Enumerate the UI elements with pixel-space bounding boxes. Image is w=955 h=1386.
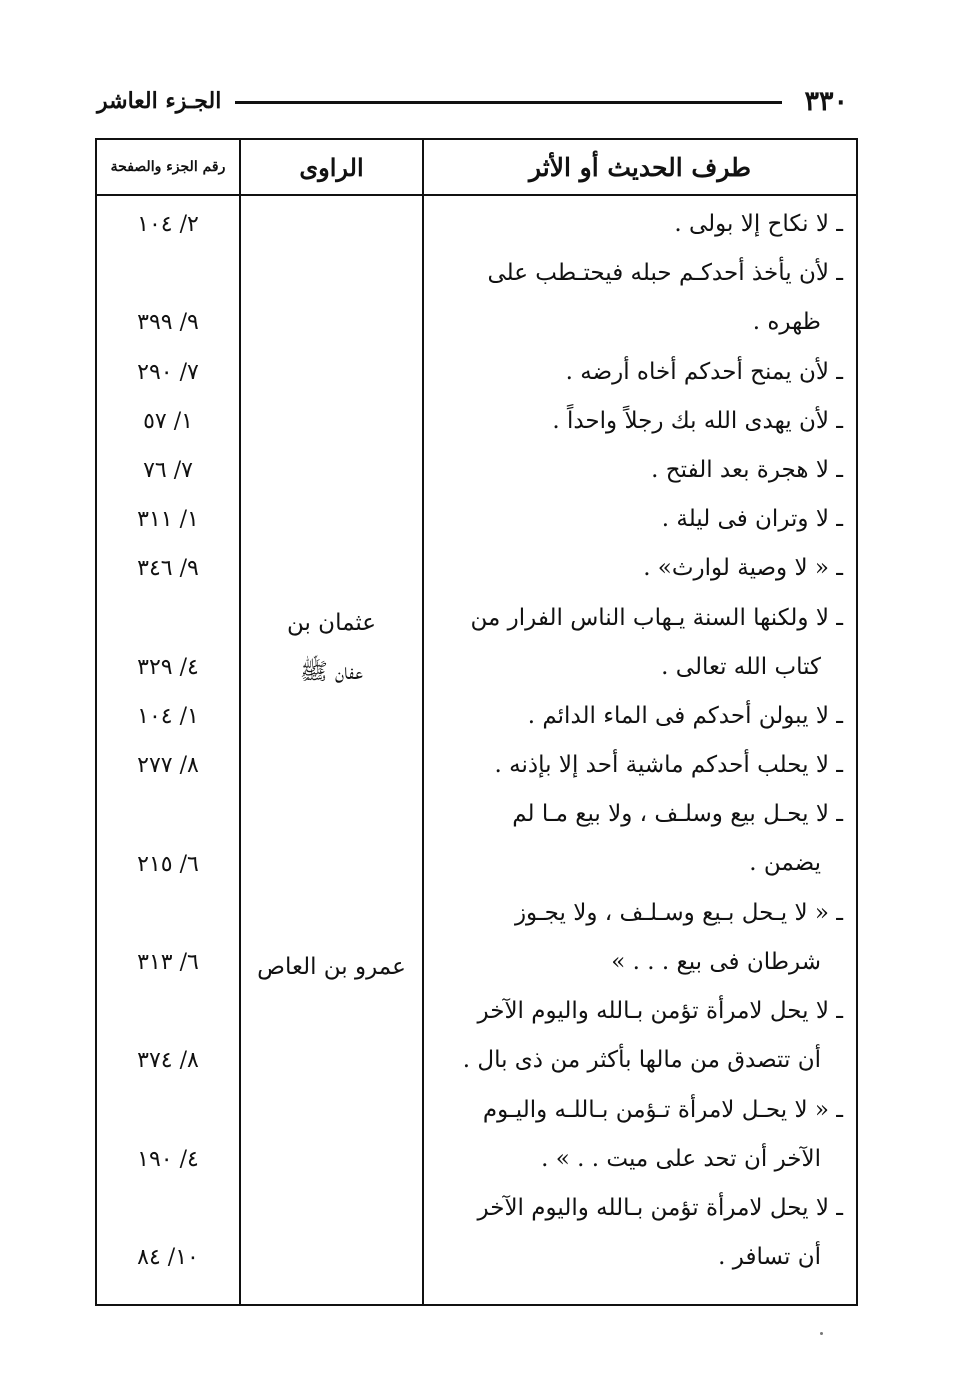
hadith-line: ـ « لا يـحل بـيع وسـلـف ، ولا يجـوز bbox=[514, 899, 843, 926]
reference-cell: ٦/ ٢١٥ bbox=[137, 851, 199, 877]
hadith-index-table bbox=[95, 138, 858, 1306]
hadith-line: ـ لا نكاح إلا بولى . bbox=[674, 211, 843, 237]
hadith-line: أن تتصدق من مالها بأكثر من ذى بال . bbox=[462, 1047, 821, 1074]
reference-cell: ٤/ ٣٢٩ bbox=[137, 654, 199, 680]
reference-cell: ٨/ ٣٧٤ bbox=[137, 1048, 199, 1074]
column-header-reference: رقم الجزء والصفحة bbox=[110, 159, 226, 175]
hadith-entry bbox=[431, 397, 843, 446]
page-header bbox=[95, 82, 860, 122]
reference-cell: ٤/ ١٩٠ bbox=[137, 1146, 199, 1172]
hadith-entry bbox=[431, 249, 843, 347]
hadith-line: ظهره . bbox=[752, 309, 821, 336]
hadith-line: ـ « لا يحـل لامرأة تـؤمن بـاللـه واليـوم bbox=[482, 1096, 843, 1123]
hadith-line: ـ لأن يهدى الله بك رجلاً واحداً . bbox=[552, 407, 843, 434]
hadith-line: ـ لا يحلب أحدكم ماشية أحد إلا بإذنه . bbox=[494, 752, 843, 779]
header-rule bbox=[235, 101, 782, 104]
hadith-entry bbox=[431, 1184, 843, 1282]
reference-cell: ١/ ٣١١ bbox=[137, 507, 199, 533]
hadith-line: ـ لا ولكنها السنة يـهاب الناس الفرار من bbox=[470, 604, 843, 631]
hadith-line: ـ لا يحل لامرأة تؤمن بـالله واليوم الآخر bbox=[477, 998, 843, 1025]
hadith-entry bbox=[431, 495, 843, 544]
reference-cell: ١٠/ ٨٤ bbox=[137, 1245, 199, 1271]
column-header-narrator: الراوى bbox=[299, 152, 364, 182]
hadith-line: كتاب الله تعالى . bbox=[661, 653, 821, 680]
hadith-line: ـ لأن يأخذ أحدكـم حبله فيحتـطب على bbox=[487, 260, 843, 287]
page-number: ٣٣٠ bbox=[804, 86, 848, 117]
hadith-line: ـ لا يحـل بيع وسلـف ، ولا بيع مـا لم bbox=[512, 801, 843, 828]
reference-cell: ١/ ١٠٤ bbox=[137, 704, 199, 729]
hadith-entry bbox=[431, 1086, 843, 1184]
hadith-line: الآخر أن تحد على ميت . . » . bbox=[541, 1145, 821, 1172]
hadith-line: أن تسافر . bbox=[718, 1244, 821, 1270]
hadith-line: ـ « لا وصية لوارث» . bbox=[643, 555, 843, 582]
reference-cell: ٦/ ٣١٣ bbox=[137, 950, 199, 975]
reference-cell: ٧/ ٧٦ bbox=[143, 458, 193, 483]
hadith-entry bbox=[431, 446, 843, 495]
column-divider bbox=[422, 140, 424, 1304]
header-divider bbox=[97, 194, 856, 196]
hadith-line: شرطان فى بيع . . . » bbox=[611, 948, 821, 975]
hadith-entry bbox=[431, 692, 843, 741]
hadith-entry bbox=[431, 594, 843, 692]
hadith-entry bbox=[431, 790, 843, 888]
narrator-line: عثمان بن bbox=[286, 609, 377, 636]
narrator-cell bbox=[241, 943, 422, 992]
column-divider bbox=[239, 140, 241, 1304]
narrator-line: عمرو بن العاص bbox=[257, 953, 406, 980]
narrator-line: عفان ﷺ bbox=[299, 658, 364, 685]
column-header-text: طرف الحديث أو الأثر bbox=[528, 152, 752, 182]
hadith-line: ـ لأن يمنح أحدكم أخاه أرضه . bbox=[565, 358, 843, 385]
narrator-cell bbox=[241, 599, 422, 697]
hadith-entry bbox=[431, 200, 843, 249]
reference-cell: ٧/ ٢٩٠ bbox=[137, 359, 199, 385]
hadith-entry bbox=[431, 544, 843, 593]
reference-cell: ٩/ ٣٤٦ bbox=[137, 556, 199, 582]
part-title: الجـزء العاشر bbox=[97, 88, 222, 114]
hadith-entry bbox=[431, 889, 843, 987]
hadith-entry bbox=[431, 987, 843, 1085]
reference-cell: ١/ ٥٧ bbox=[143, 408, 193, 434]
hadith-line: ـ لا هجرة بعد الفتح . bbox=[651, 457, 843, 483]
hadith-line: ـ لا وتران فى ليلة . bbox=[661, 506, 843, 533]
reference-cell: ٩/ ٣٩٩ bbox=[137, 310, 199, 336]
reference-cell: ٨/ ٢٧٧ bbox=[137, 753, 199, 779]
hadith-entry bbox=[431, 741, 843, 790]
hadith-entry bbox=[431, 348, 843, 397]
hadith-line: ـ لا يبولن أحدكم فى الماء الدائم . bbox=[527, 703, 843, 729]
hadith-line: ـ لا يحل لامرأة تؤمن بـالله واليوم الآخر bbox=[477, 1195, 843, 1221]
scan-speck bbox=[820, 1332, 823, 1335]
reference-cell: ٢/ ١٠٤ bbox=[137, 212, 199, 237]
hadith-line: يضمن . bbox=[749, 850, 821, 877]
